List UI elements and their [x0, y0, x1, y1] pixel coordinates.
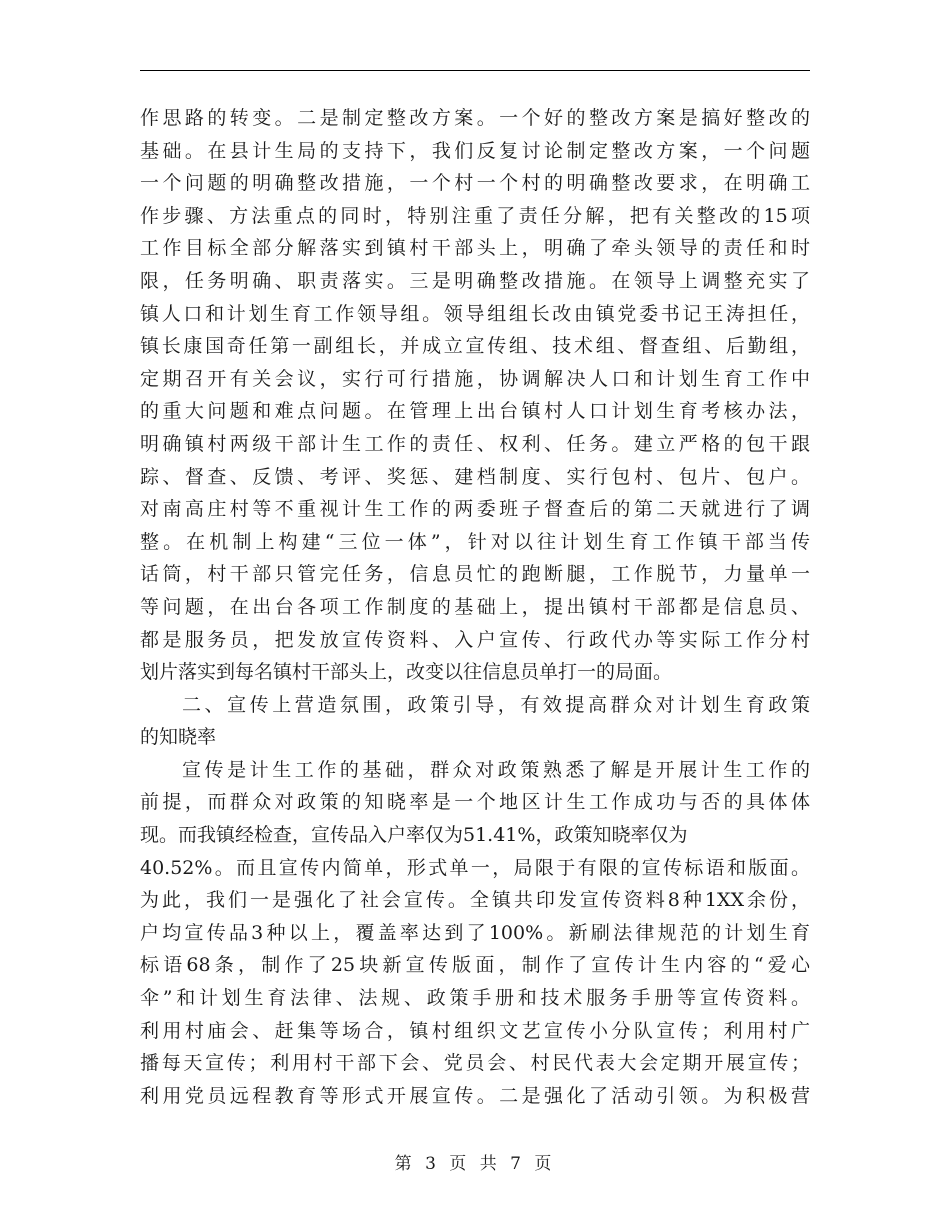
- text-line: 现。而我镇经检查，宣传品入户率仅为51.41%，政策知晓率仅为: [140, 824, 688, 847]
- text-line: 工作目标全部分解落实到镇村干部头上，明确了牵头领导的责任和时: [140, 237, 810, 260]
- text-line: 前提，而群众对政策的知晓率是一个地区计生工作成功与否的具体体: [140, 791, 810, 814]
- page-number-footer: 第 3 页 共 7 页: [394, 1154, 556, 1174]
- text-line: 利用村庙会、赶集等场合，镇村组织文艺宣传小分队宣传；利用村广: [140, 1019, 810, 1042]
- text-line: 明确镇村两级干部计生工作的责任、权利、任务。建立严格的包干跟: [140, 432, 810, 455]
- text-line: 基础。在县计生局的支持下，我们反复讨论制定整改方案，一个问题: [140, 139, 810, 162]
- text-line: 利用党员远程教育等形式开展宣传。二是强化了活动引领。为积极营: [140, 1084, 810, 1107]
- section-heading-line: 二、宣传上营造氛围，政策引导，有效提高群众对计划生育政策: [182, 693, 810, 716]
- text-line: 限，任务明确、职责落实。三是明确整改措施。在领导上调整充实了: [140, 269, 810, 292]
- header-rule: [140, 70, 810, 71]
- text-line: 镇人口和计划生育工作领导组。领导组组长改由镇党委书记王涛担任，: [140, 302, 810, 325]
- text-line: 伞”和计划生育法律、法规、政策手册和技术服务手册等宣传资料。: [140, 987, 810, 1010]
- text-line: 都是服务员，把发放宣传资料、入户宣传、行政代办等实际工作分村: [140, 628, 810, 651]
- text-line: 标语68条，制作了25块新宣传版面，制作了宣传计生内容的“爱心: [140, 954, 810, 977]
- text-line: 定期召开有关会议，实行可行措施，协调解决人口和计划生育工作中: [140, 367, 810, 390]
- text-line: 40.52%。而且宣传内简单，形式单一，局限于有限的宣传标语和版面。: [140, 856, 810, 879]
- text-line: 对南高庄村等不重视计生工作的两委班子督查后的第二天就进行了调: [140, 498, 810, 521]
- text-line: 作步骤、方法重点的同时，特别注重了责任分解，把有关整改的15项: [140, 204, 810, 227]
- text-line: 户均宣传品3种以上，覆盖率达到了100%。新刷法律规范的计划生育: [140, 921, 810, 944]
- text-line: 划片落实到每名镇村干部头上，改变以往信息员单打一的局面。: [140, 661, 673, 684]
- text-line: 一个问题的明确整改措施，一个村一个村的明确整改要求，在明确工: [140, 172, 810, 195]
- text-line: 话筒，村干部只管完任务，信息员忙的跑断腿，工作脱节，力量单一: [140, 563, 810, 586]
- text-line: 镇长康国奇任第一副组长，并成立宣传组、技术组、督查组、后勤组，: [140, 335, 810, 358]
- text-line: 宣传是计生工作的基础，群众对政策熟悉了解是开展计生工作的: [182, 758, 810, 781]
- text-line: 为此，我们一是强化了社会宣传。全镇共印发宣传资料8种1XX余份，: [140, 889, 810, 912]
- text-line: 整。在机制上构建“三位一体”，针对以往计划生育工作镇干部当传: [140, 530, 810, 553]
- text-line: 的重大问题和难点问题。在管理上出台镇村人口计划生育考核办法，: [140, 400, 810, 423]
- text-line: 等问题，在出台各项工作制度的基础上，提出镇村干部都是信息员、: [140, 595, 810, 618]
- section-heading-line: 的知晓率: [140, 726, 217, 749]
- text-line: 播每天宣传；利用村干部下会、党员会、村民代表大会定期开展宣传；: [140, 1052, 810, 1075]
- text-line: 踪、督查、反馈、考评、奖惩、建档制度、实行包村、包片、包户。: [140, 465, 810, 488]
- text-line: 作思路的转变。二是制定整改方案。一个好的整改方案是搞好整改的: [140, 107, 810, 129]
- body-text: [140, 102, 810, 1112]
